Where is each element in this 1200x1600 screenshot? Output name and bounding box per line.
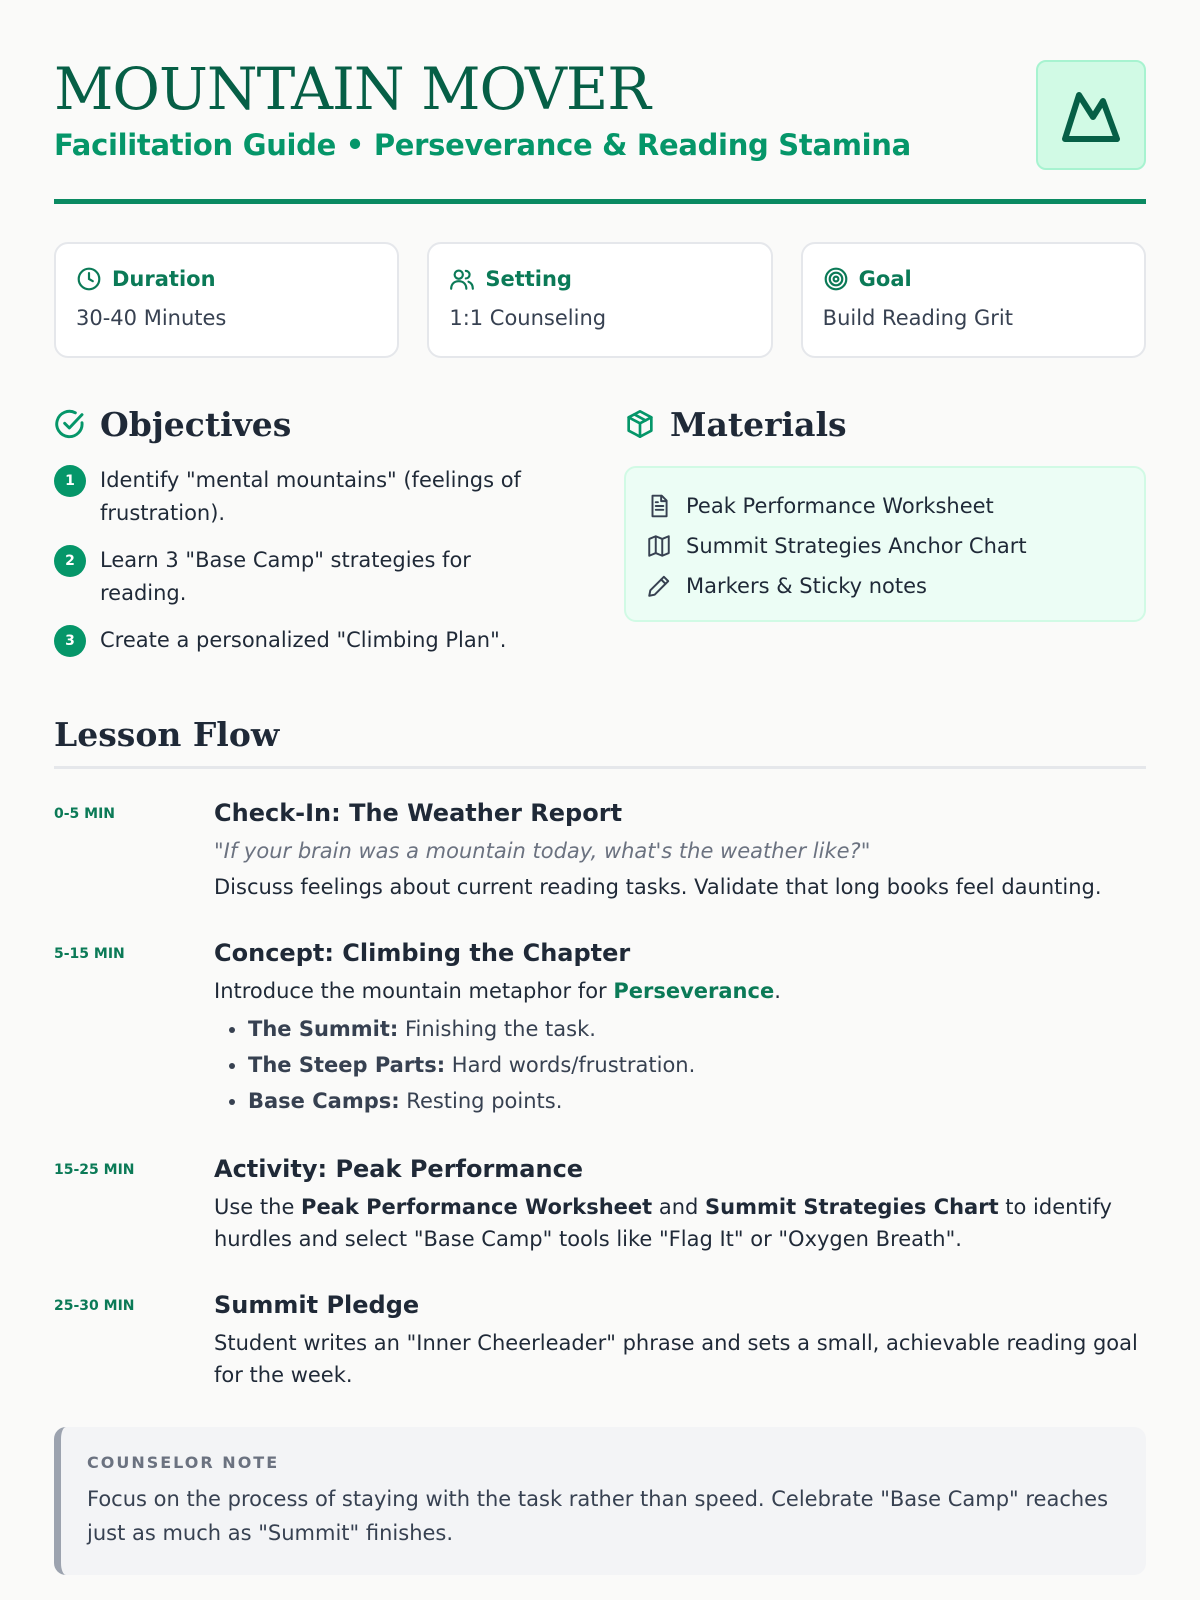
objective-text: Identify "mental mountains" (feelings of frustration). xyxy=(100,468,521,525)
info-card-label: Setting xyxy=(485,267,572,291)
info-card-label: Duration xyxy=(112,267,216,291)
info-card-label: Goal xyxy=(858,267,912,291)
step-title: Activity: Peak Performance xyxy=(214,1155,584,1183)
material-text: Peak Performance Worksheet xyxy=(686,494,994,518)
step-number-badge: 2 xyxy=(54,545,86,577)
step-number-badge: 3 xyxy=(54,625,86,657)
step-text: Use the Peak Performance Worksheet and Summit Strategies Chart to identify hurdles and select "Base Camp" tools like "Flag It" or "Oxygen Breath". xyxy=(214,1195,1112,1251)
list-item xyxy=(54,464,562,530)
step-time: 15-25 MIN xyxy=(54,1162,135,1178)
note-label: COUNSELOR NOTE xyxy=(87,1453,280,1472)
step-title: Concept: Climbing the Chapter xyxy=(214,939,631,967)
info-card-goal xyxy=(801,242,1146,358)
step-text: Introduce the mountain metaphor for Perseverance. xyxy=(214,979,781,1003)
materials-box xyxy=(624,466,1146,622)
info-card-duration xyxy=(54,242,399,358)
lesson-step xyxy=(54,939,1146,1119)
objective-text: Learn 3 "Base Camp" strategies for reading. xyxy=(100,548,471,605)
list-item: • The Summit: Finishing the task. xyxy=(248,1011,1146,1047)
counselor-note xyxy=(54,1427,1146,1575)
objectives-section xyxy=(54,402,562,671)
lesson-step xyxy=(54,1155,1146,1255)
concept-bullets xyxy=(214,1011,1146,1119)
materials-title: Materials xyxy=(670,404,847,444)
info-card-value: 1:1 Counseling xyxy=(449,306,607,330)
map-icon xyxy=(646,533,672,559)
note-text: Focus on the process of staying with the task rather than speed. Celebrate "Base Camp" reaches just as much as "Summit" finishes. xyxy=(87,1487,1109,1545)
header xyxy=(54,55,1146,204)
list-item: • The Steep Parts: Hard words/frustration. xyxy=(248,1047,1146,1083)
lesson-step xyxy=(54,1291,1146,1391)
objectives-title: Objectives xyxy=(100,404,292,444)
info-card-value: 30-40 Minutes xyxy=(76,306,227,330)
clock-icon xyxy=(76,266,102,292)
list-item xyxy=(54,624,562,657)
material-text: Markers & Sticky notes xyxy=(686,574,927,598)
step-time: 0-5 MIN xyxy=(54,806,116,822)
step-time: 25-30 MIN xyxy=(54,1298,135,1314)
lesson-step xyxy=(54,799,1146,903)
users-icon xyxy=(449,266,475,292)
page-title: MOUNTAIN MOVER xyxy=(54,55,650,123)
list-item xyxy=(646,566,1124,606)
logo-badge xyxy=(1036,60,1146,170)
step-time: 5-15 MIN xyxy=(54,946,125,962)
list-item xyxy=(646,486,1124,526)
step-quote: "If your brain was a mountain today, what's the weather like?" xyxy=(214,839,871,863)
list-item: • Base Camps: Resting points. xyxy=(248,1083,1146,1119)
package-icon xyxy=(624,408,656,440)
mountain-icon xyxy=(1059,83,1123,147)
material-text: Summit Strategies Anchor Chart xyxy=(686,534,1027,558)
info-card-setting xyxy=(427,242,772,358)
lesson-flow-title: Lesson Flow xyxy=(54,715,1146,769)
document-icon xyxy=(646,493,672,519)
pencil-icon xyxy=(646,573,672,599)
objective-text: Create a personalized "Climbing Plan". xyxy=(100,628,507,652)
step-title: Summit Pledge xyxy=(214,1291,420,1319)
page-subtitle: Facilitation Guide • Perseverance & Reading Stamina xyxy=(54,128,911,162)
step-title: Check-In: The Weather Report xyxy=(214,799,623,827)
materials-section xyxy=(624,402,1146,671)
target-icon xyxy=(823,266,849,292)
info-card-value: Build Reading Grit xyxy=(822,306,1013,330)
highlight-term: Perseverance xyxy=(613,979,775,1003)
step-text: Discuss feelings about current reading tasks. Validate that long books feel daunting. xyxy=(214,875,1102,899)
step-text: Student writes an "Inner Cheerleader" phrase and sets a small, achievable reading goal for the week. xyxy=(214,1331,1138,1387)
info-cards xyxy=(54,242,1146,358)
lesson-flow xyxy=(54,799,1146,1391)
objectives-list xyxy=(54,464,562,657)
step-number-badge: 1 xyxy=(54,465,86,497)
check-circle-icon xyxy=(54,408,86,440)
list-item xyxy=(54,544,562,610)
list-item xyxy=(646,526,1124,566)
